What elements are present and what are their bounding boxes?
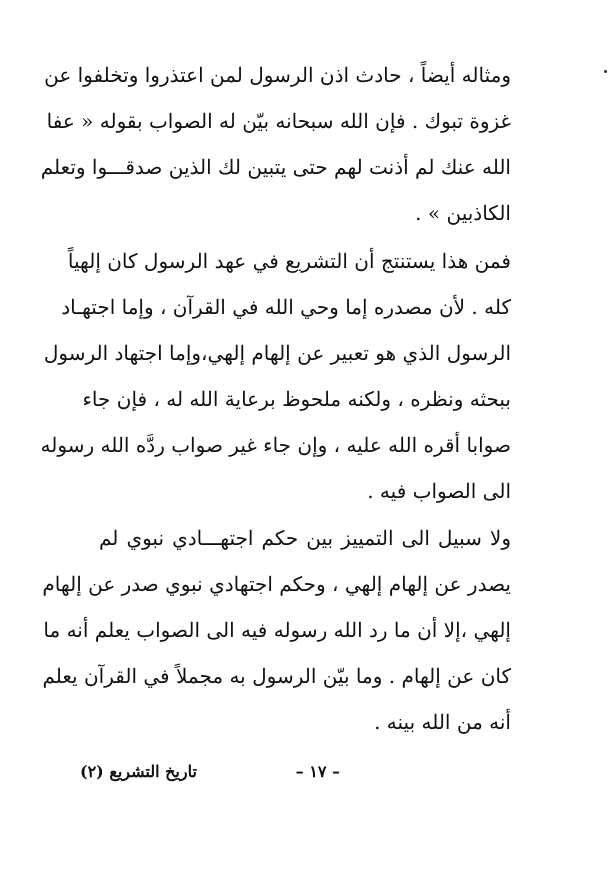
text-line: ولا سبيل الى التمييز بين حكم اجتهـــادي نبوي لم — [99, 526, 511, 550]
text-line: إلهي ،إلا أن ما رد الله رسوله فيه الى الصواب يعلم أنه ما — [43, 618, 511, 642]
text-line: ومثاله أيضاً ، حادث اذن الرسول لمن اعتذروا وتخلفوا عن — [44, 63, 511, 87]
text-line: كله . لأن مصدره إما وحي الله في القرآن ، وإما اجتهـاد — [61, 295, 511, 319]
text-line: أنه من الله بينه . — [374, 710, 511, 734]
text-line: الرسول الذي هو تعبير عن إلهام إلهي،وإما اجتهاد الرسول — [43, 341, 511, 365]
paragraph-1 — [40, 52, 511, 236]
text-line: الله عنك لم أذنت لهم حتى يتبين لك الذين صدقـــوا وتعلم — [40, 155, 511, 179]
text-line: ببحثه ونظره ، ولكنه ملحوظ برعاية الله له ، فإن جاء — [82, 387, 511, 411]
book-title: تاريخ التشريع (٢) — [80, 762, 197, 781]
margin-mark — [604, 70, 607, 73]
text-line: كان عن إلهام . وما بيّن الرسول به مجملاً في القرآن يعلم — [42, 664, 511, 688]
text-line: الكاذبين » . — [415, 201, 511, 225]
paragraph-3 — [42, 515, 511, 745]
text-line: فمن هذا يستنتج أن التشريع في عهد الرسول كان إلهياً — [67, 249, 511, 273]
text-line: غزوة تبوك . فإن الله سبحانه بيّن له الصواب بقوله « عفا — [46, 109, 511, 133]
text-line: يصدر عن إلهام إلهي ، وحكم اجتهادي نبوي صدر عن إلهام — [42, 572, 511, 596]
paragraph-2 — [40, 238, 511, 514]
text-line: الى الصواب فيه . — [367, 479, 511, 503]
text-line: صوابا أقره الله عليه ، وإن جاء غير صواب ردَّه الله رسوله — [40, 433, 511, 457]
page-footer — [80, 762, 340, 792]
page-number: – ١٧ – — [295, 762, 340, 781]
